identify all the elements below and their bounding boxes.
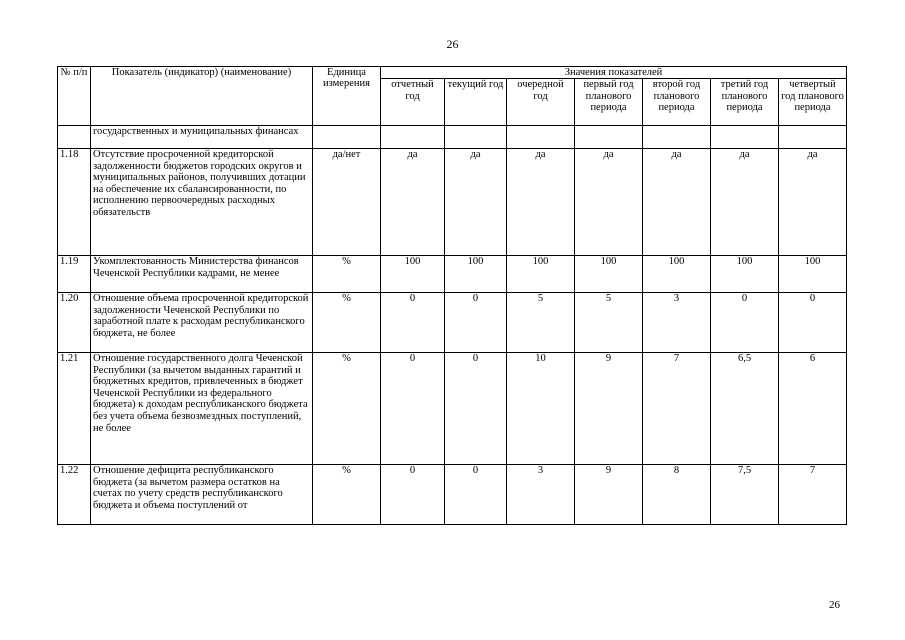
row-value: 8 bbox=[643, 465, 711, 525]
row-value bbox=[575, 126, 643, 149]
header-col-plan-year-2: второй год планового периода bbox=[643, 79, 711, 126]
header-unit: Единица измерения bbox=[313, 67, 381, 126]
header-col-plan-year-3: третий год планового периода bbox=[711, 79, 779, 126]
row-value bbox=[779, 126, 847, 149]
row-num: 1.21 bbox=[58, 353, 91, 465]
header-col-current-year: текущий год bbox=[445, 79, 507, 126]
row-value: 100 bbox=[575, 256, 643, 293]
row-value: 5 bbox=[507, 293, 575, 353]
row-value: 7 bbox=[779, 465, 847, 525]
table-row bbox=[58, 293, 847, 353]
row-indicator-name: Отсутствие просроченной кредиторской задолженности бюджетов городских округов и муниципальных районов, получивших дотации на обеспечение их сбалансированности, по исполнению первоочередных расходных обязательств bbox=[91, 149, 313, 256]
row-value bbox=[507, 126, 575, 149]
row-value: да bbox=[575, 149, 643, 256]
row-value: да bbox=[507, 149, 575, 256]
row-value: 7 bbox=[643, 353, 711, 465]
row-unit: % bbox=[313, 293, 381, 353]
row-num bbox=[58, 126, 91, 149]
row-unit: % bbox=[313, 256, 381, 293]
table-row bbox=[58, 465, 847, 525]
row-value: да bbox=[445, 149, 507, 256]
row-value: 3 bbox=[507, 465, 575, 525]
header-values-group: Значения показателей bbox=[381, 67, 847, 79]
row-value: 0 bbox=[779, 293, 847, 353]
row-value: да bbox=[381, 149, 445, 256]
row-value: 0 bbox=[445, 353, 507, 465]
row-value: 10 bbox=[507, 353, 575, 465]
row-num: 1.19 bbox=[58, 256, 91, 293]
indicator-table bbox=[57, 66, 847, 525]
header-col-reporting-year: отчетный год bbox=[381, 79, 445, 126]
row-value: 0 bbox=[381, 465, 445, 525]
row-value: 0 bbox=[381, 353, 445, 465]
row-value: 100 bbox=[507, 256, 575, 293]
page-number-top: 26 bbox=[446, 37, 459, 51]
row-value bbox=[381, 126, 445, 149]
header-col-plan-year-1: первый год планового периода bbox=[575, 79, 643, 126]
row-value: 0 bbox=[445, 293, 507, 353]
row-value: 100 bbox=[381, 256, 445, 293]
row-num: 1.20 bbox=[58, 293, 91, 353]
header-col-next-year: очередной год bbox=[507, 79, 575, 126]
header-col-plan-year-4: четвертый год планового периода bbox=[779, 79, 847, 126]
row-num: 1.22 bbox=[58, 465, 91, 525]
row-value: 3 bbox=[643, 293, 711, 353]
row-value: 0 bbox=[711, 293, 779, 353]
row-indicator-name: государственных и муниципальных финансах bbox=[91, 126, 313, 149]
row-value bbox=[711, 126, 779, 149]
row-value: да bbox=[779, 149, 847, 256]
row-value: 9 bbox=[575, 465, 643, 525]
row-value: 9 bbox=[575, 353, 643, 465]
row-value: 5 bbox=[575, 293, 643, 353]
row-value: 7,5 bbox=[711, 465, 779, 525]
row-unit: % bbox=[313, 465, 381, 525]
row-value: да bbox=[711, 149, 779, 256]
table-row bbox=[58, 126, 847, 149]
row-value: 100 bbox=[711, 256, 779, 293]
row-value: 0 bbox=[381, 293, 445, 353]
table-row bbox=[58, 256, 847, 293]
table-row bbox=[58, 149, 847, 256]
header-indicator: Показатель (индикатор) (наименование) bbox=[91, 67, 313, 126]
row-value: 100 bbox=[445, 256, 507, 293]
row-value bbox=[643, 126, 711, 149]
row-value: 100 bbox=[643, 256, 711, 293]
row-value: 6 bbox=[779, 353, 847, 465]
page-number-bottom: 26 bbox=[829, 599, 840, 611]
row-unit: % bbox=[313, 353, 381, 465]
row-indicator-name: Отношение государственного долга Чеченской Республики (за вычетом выданных гарантий и бюджетных кредитов, привлеченных в бюджет Чеченской Республики из федерального бюджета) к доходам республиканского бюджета без учета объема безвозмездных поступлений, не более bbox=[91, 353, 313, 465]
row-indicator-name: Отношение дефицита республиканского бюджета (за вычетом размера остатков на счетах по учету средств республиканского бюджета и объема поступлений от bbox=[91, 465, 313, 525]
table-row bbox=[58, 353, 847, 465]
header-num: № п/п bbox=[58, 67, 91, 126]
row-value: 100 bbox=[779, 256, 847, 293]
row-value bbox=[445, 126, 507, 149]
row-indicator-name: Отношение объема просроченной кредиторской задолженности Чеченской Республики по заработной плате к расходам республиканского бюджета, не более bbox=[91, 293, 313, 353]
row-value: да bbox=[643, 149, 711, 256]
row-indicator-name: Укомплектованность Министерства финансов Чеченской Республики кадрами, не менее bbox=[91, 256, 313, 293]
row-unit bbox=[313, 126, 381, 149]
row-unit: да/нет bbox=[313, 149, 381, 256]
row-value: 0 bbox=[445, 465, 507, 525]
row-value: 6,5 bbox=[711, 353, 779, 465]
row-num: 1.18 bbox=[58, 149, 91, 256]
